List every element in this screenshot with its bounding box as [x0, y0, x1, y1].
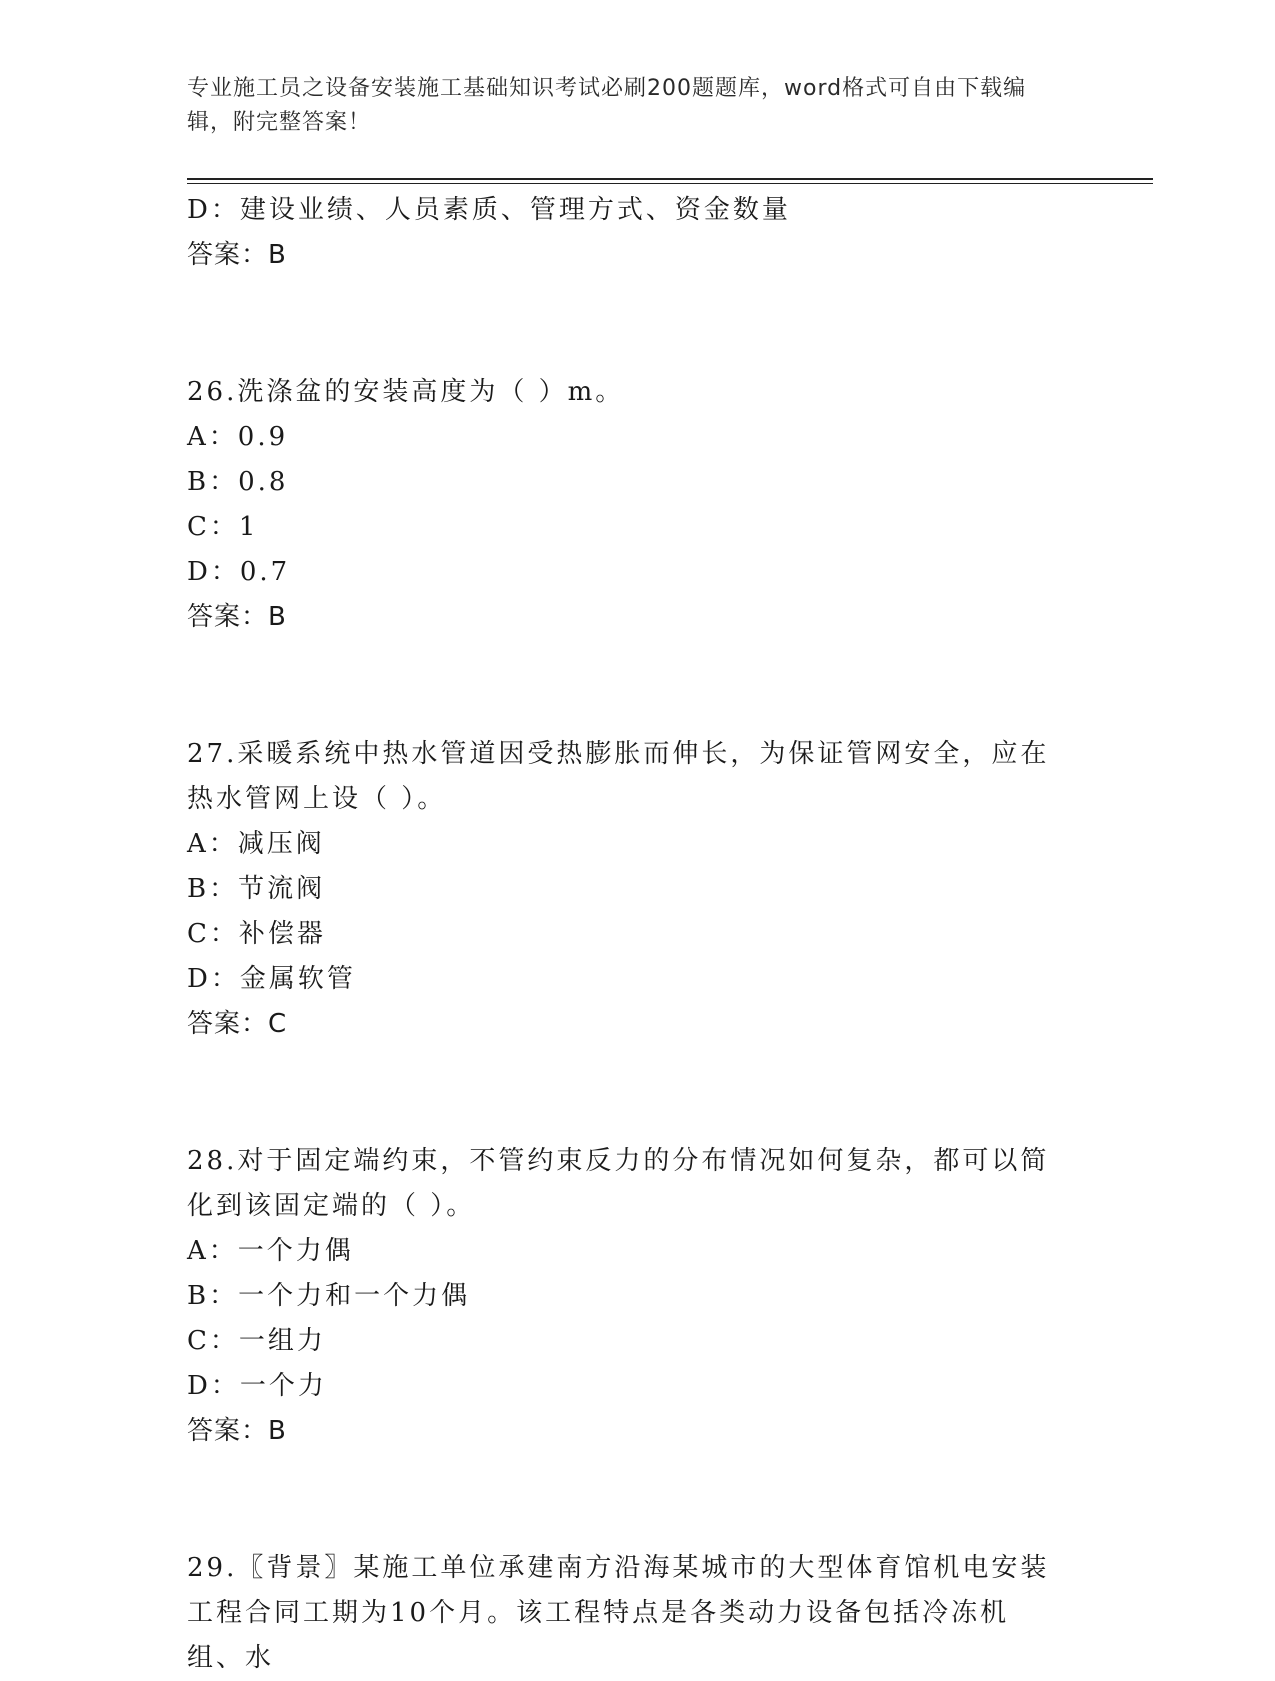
question-text: 28.对于固定端约束，不管约束反力的分布情况如何复杂，都可以简化到该固定端的（ ）。: [187, 1146, 1050, 1221]
option-c: C：补偿器: [187, 919, 326, 949]
question-text: 26.洗涤盆的安装高度为（ ）m。: [187, 377, 625, 407]
question-text: 29.〖背景〗某施工单位承建南方沿海某城市的大型体育馆机电安装工程合同工期为10个月。该工程特点是各类动力设备包括冷冻机组、水: [187, 1553, 1050, 1673]
answer-line: 答案：B: [187, 240, 287, 270]
option-d: D：一个力: [187, 1371, 327, 1401]
option-b: B：节流阀: [187, 874, 326, 904]
option-b: B：一个力和一个力偶: [187, 1281, 471, 1311]
page-header: 专业施工员之设备安装施工基础知识考试必刷200题题库，word格式可自由下载编辑，附完整答案！: [187, 76, 1027, 135]
spacer: [187, 1047, 1067, 1139]
previous-question-tail: [187, 188, 1067, 278]
option-d: D：金属软管: [187, 964, 356, 994]
option-d: D：建设业绩、人员素质、管理方式、资金数量: [187, 195, 791, 225]
answer-line: 答案：B: [187, 1416, 287, 1446]
spacer: [187, 640, 1067, 732]
option-b: B：0.8: [187, 467, 289, 497]
question-29: [187, 1546, 1067, 1681]
spacer: [187, 278, 1067, 370]
question-26: [187, 370, 1067, 640]
answer-line: 答案：C: [187, 1009, 288, 1039]
option-c: C：1: [187, 512, 259, 542]
option-d: D：0.7: [187, 557, 291, 587]
option-a: A：减压阀: [187, 829, 325, 859]
header-divider-thin: [187, 183, 1153, 184]
question-28: [187, 1139, 1067, 1454]
option-c: C：一组力: [187, 1326, 326, 1356]
spacer: [187, 1454, 1067, 1546]
question-list: [187, 188, 1067, 1681]
option-a: A：一个力偶: [187, 1236, 354, 1266]
answer-line: 答案：B: [187, 602, 287, 632]
option-a: A：0.9: [187, 422, 289, 452]
question-27: [187, 732, 1067, 1047]
header-divider-thick: [187, 178, 1153, 180]
question-text: 27.采暖系统中热水管道因受热膨胀而伸长，为保证管网安全，应在热水管网上设（ ）。: [187, 739, 1050, 814]
